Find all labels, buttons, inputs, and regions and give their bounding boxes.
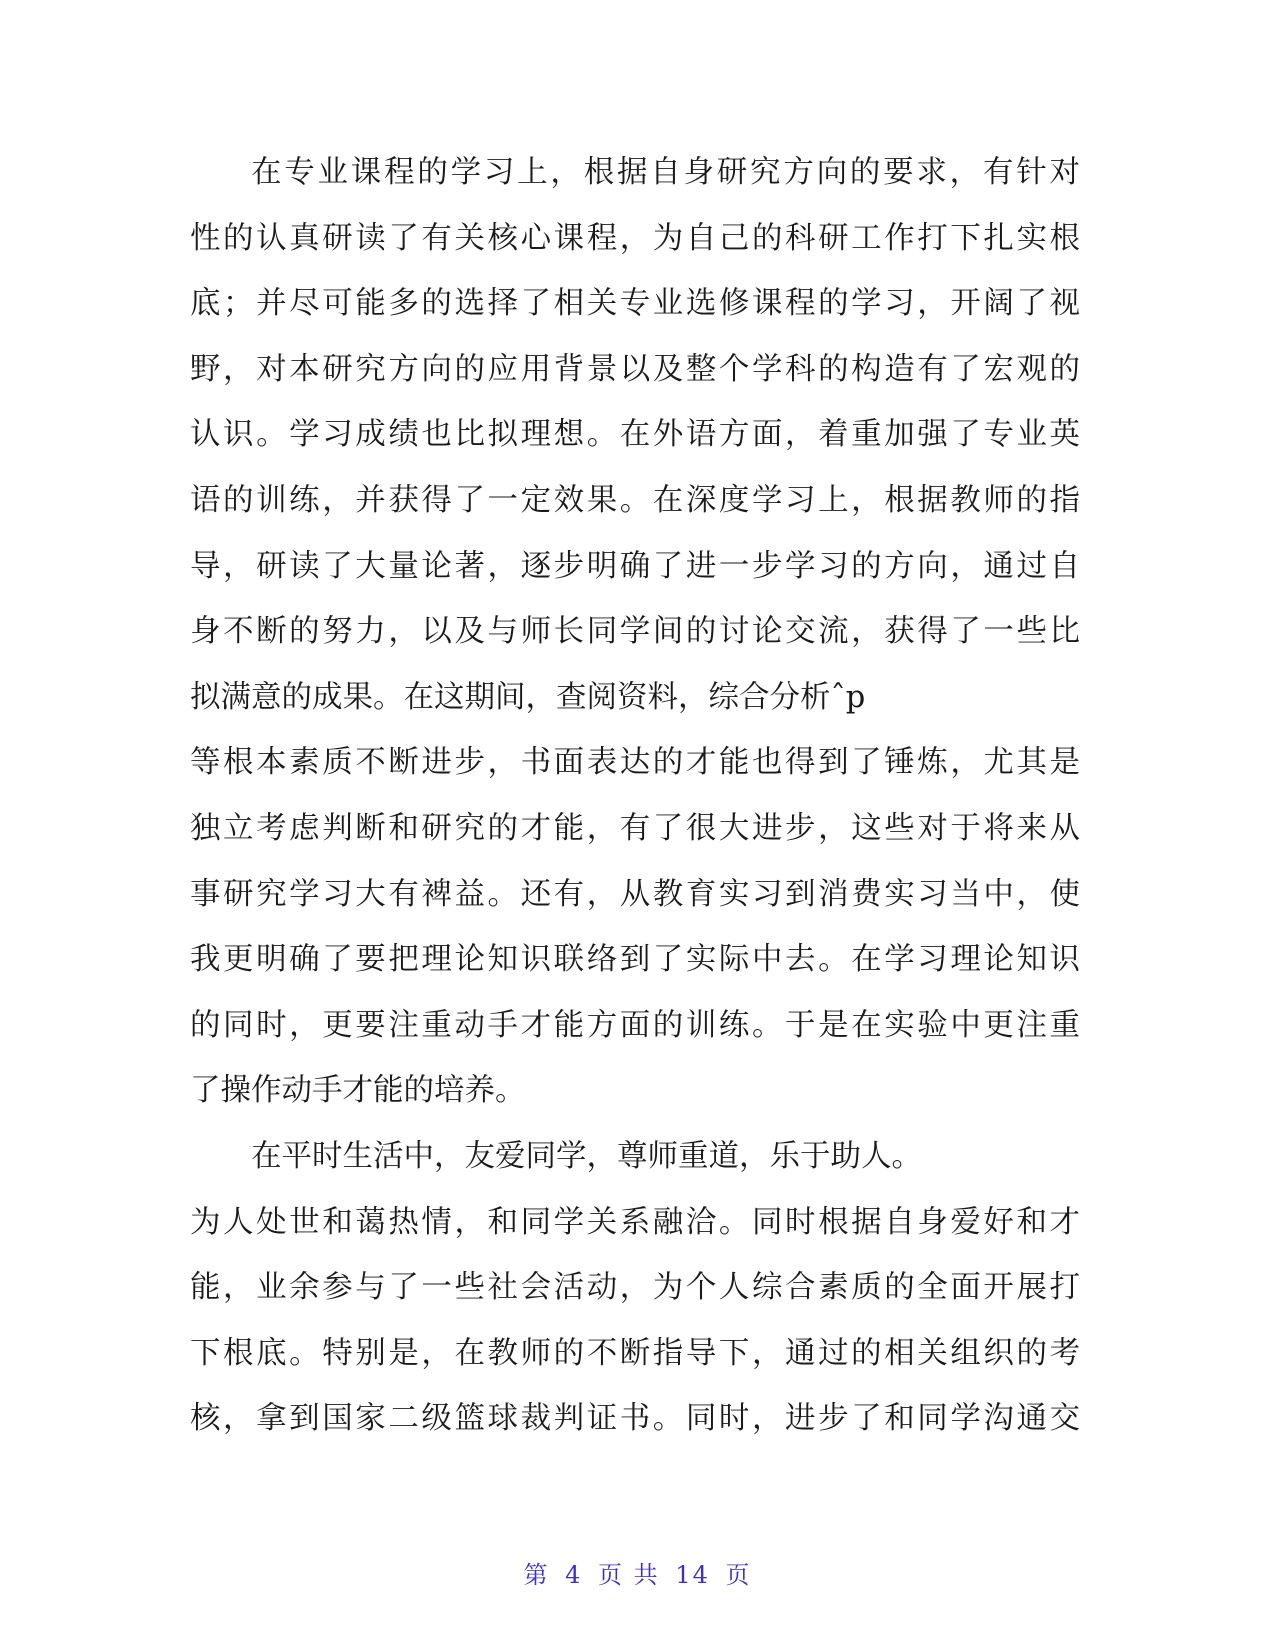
footer-prefix: 第 bbox=[523, 1561, 550, 1589]
text-line: 拟满意的成果。在这期间，查阅资料，综合分析ˆp bbox=[190, 679, 866, 715]
text-line: 底；并尽可能多的选择了相关专业选修课程的学习，开阔了视 bbox=[190, 286, 1080, 322]
text-line: 下根底。特别是，在教师的不断指导下，通过的相关组织的考 bbox=[190, 1335, 1080, 1371]
text-line: 身不断的努力，以及与师长同学间的讨论交流，获得了一些比 bbox=[190, 614, 1080, 650]
text-line: 事研究学习大有裨益。还有，从教育实习到消费实习当中，使 bbox=[190, 876, 1080, 912]
footer-middle: 页 共 bbox=[598, 1561, 660, 1589]
text-line: 独立考虑判断和研究的才能，有了很大进步，这些对于将来从 bbox=[190, 810, 1080, 846]
text-line: 的同时，更要注重动手才能方面的训练。于是在实验中更注重 bbox=[190, 1007, 1080, 1043]
text-line: 野，对本研究方向的应用背景以及整个学科的构造有了宏观的 bbox=[190, 351, 1080, 387]
footer-total-pages: 14 bbox=[675, 1561, 710, 1589]
text-line: 在平时生活中，友爱同学，尊师重道，乐于助人。 bbox=[251, 1138, 922, 1174]
text-line: 性的认真研读了有关核心课程，为自己的科研工作打下扎实根 bbox=[190, 220, 1080, 256]
footer-page-number: 4 bbox=[565, 1561, 583, 1589]
text-line: 核，拿到国家二级篮球裁判证书。同时，进步了和同学沟通交 bbox=[190, 1401, 1080, 1437]
page-footer bbox=[0, 1555, 1275, 1590]
document-body bbox=[190, 140, 1080, 1452]
text-line: 等根本素质不断进步，书面表达的才能也得到了锤炼，尤其是 bbox=[190, 745, 1080, 781]
text-line: 为人处世和蔼热情，和同学关系融洽。同时根据自身爱好和才 bbox=[190, 1204, 1080, 1240]
text-line: 了操作动手才能的培养。 bbox=[190, 1073, 526, 1109]
text-line: 导，研读了大量论著，逐步明确了进一步学习的方向，通过自 bbox=[190, 548, 1080, 584]
text-line: 在专业课程的学习上，根据自身研究方向的要求，有针对 bbox=[251, 155, 1080, 190]
text-line: 语的训练，并获得了一定效果。在深度学习上，根据教师的指 bbox=[190, 482, 1080, 518]
text-line: 认识。学习成绩也比拟理想。在外语方面，着重加强了专业英 bbox=[190, 417, 1080, 453]
text-line: 我更明确了要把理论知识联络到了实际中去。在学习理论知识 bbox=[190, 942, 1080, 978]
footer-suffix: 页 bbox=[725, 1561, 752, 1589]
text-line: 能，业余参与了一些社会活动，为个人综合素质的全面开展打 bbox=[190, 1270, 1080, 1306]
